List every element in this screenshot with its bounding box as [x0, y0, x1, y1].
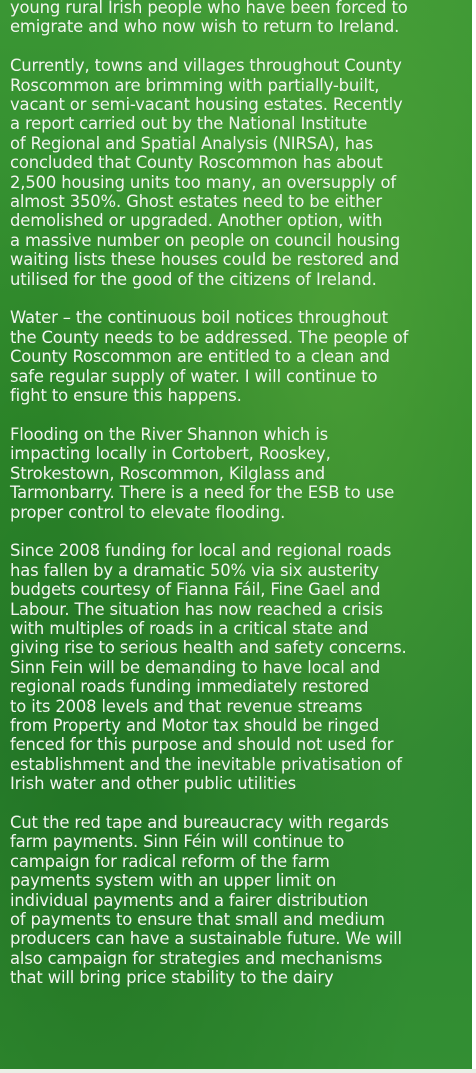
text-line: the County needs to be addressed. The people of	[10, 327, 409, 347]
text-line: 2,500 housing units too many, an oversupply of	[10, 172, 397, 192]
text-line: proper control to elevate flooding.	[10, 502, 286, 522]
text-line: Currently, towns and villages throughout County	[10, 56, 402, 76]
text-line: Roscommon are brimming with partially-built,	[10, 75, 380, 95]
text-line: utilised for the good of the citizens of Ireland.	[10, 269, 377, 289]
paragraph-returning-emigrants	[10, 0, 468, 37]
text-line: of payments to ensure that small and medium	[10, 910, 385, 930]
text-line: from Property and Motor tax should be ringed	[10, 715, 380, 735]
page-bottom-edge	[0, 1069, 476, 1073]
text-line: has fallen by a dramatic 50% via six austerity	[10, 560, 379, 580]
text-line: Strokestown, Roscommon, Kilglass and	[10, 463, 326, 483]
text-line: Irish water and other public utilities	[10, 774, 297, 794]
paragraph-flooding	[10, 425, 468, 522]
text-line: almost 350%. Ghost estates need to be either	[10, 192, 382, 212]
text-line: a report carried out by the National Institute	[10, 114, 368, 134]
text-line: that will bring price stability to the dairy	[10, 968, 334, 988]
text-line: budgets courtesy of Fianna Fáil, Fine Gael and	[10, 580, 381, 600]
text-line: Water – the continuous boil notices throughout	[10, 308, 388, 328]
text-line: also campaign for strategies and mechanisms	[10, 948, 383, 968]
page-edge	[472, 0, 476, 1073]
text-line: campaign for radical reform of the farm	[10, 851, 330, 871]
leaflet-body-text	[10, 0, 468, 1007]
paragraph-roads	[10, 541, 468, 793]
text-line: fight to ensure this happens.	[10, 386, 242, 406]
text-line: Sinn Fein will be demanding to have local and	[10, 657, 381, 677]
paragraph-water	[10, 308, 468, 405]
text-line: giving rise to serious health and safety concerns.	[10, 638, 407, 658]
text-line: individual payments and a fairer distribution	[10, 890, 369, 910]
text-line: safe regular supply of water. I will continue to	[10, 366, 378, 386]
text-line: Flooding on the River Shannon which is	[10, 424, 328, 444]
text-line: regional roads funding immediately restored	[10, 677, 370, 697]
text-line: fenced for this purpose and should not used for	[10, 735, 394, 755]
text-line: concluded that County Roscommon has about	[10, 153, 383, 173]
text-line: Cut the red tape and bureaucracy with regards	[10, 812, 389, 832]
text-line: payments system with an upper limit on	[10, 871, 337, 891]
text-line: Since 2008 funding for local and regional roads	[10, 541, 392, 561]
text-line: vacant or semi-vacant housing estates. Recently	[10, 95, 403, 115]
text-line: a massive number on people on council housing	[10, 230, 401, 250]
text-line: waiting lists these houses could be restored and	[10, 250, 400, 270]
text-line: young rural Irish people who have been forced to	[10, 0, 408, 17]
text-line: demolished or upgraded. Another option, with	[10, 211, 383, 231]
text-line: Labour. The situation has now reached a crisis	[10, 599, 384, 619]
text-line: establishment and the inevitable privatisation of	[10, 754, 402, 774]
text-line: to its 2008 levels and that revenue streams	[10, 696, 363, 716]
text-line: emigrate and who now wish to return to Ireland.	[10, 17, 400, 37]
paragraph-farm-payments	[10, 813, 468, 988]
text-line: impacting locally in Cortobert, Rooskey,	[10, 444, 331, 464]
text-line: Tarmonbarry. There is a need for the ESB to use	[10, 483, 395, 503]
text-line: County Roscommon are entitled to a clean and	[10, 347, 390, 367]
text-line: farm payments. Sinn Féin will continue to	[10, 832, 345, 852]
text-line: of Regional and Spatial Analysis (NIRSA), has	[10, 133, 374, 153]
text-line: with multiples of roads in a critical state and	[10, 618, 369, 638]
paragraph-ghost-estates	[10, 56, 468, 289]
text-line: producers can have a sustainable future. We will	[10, 929, 402, 949]
